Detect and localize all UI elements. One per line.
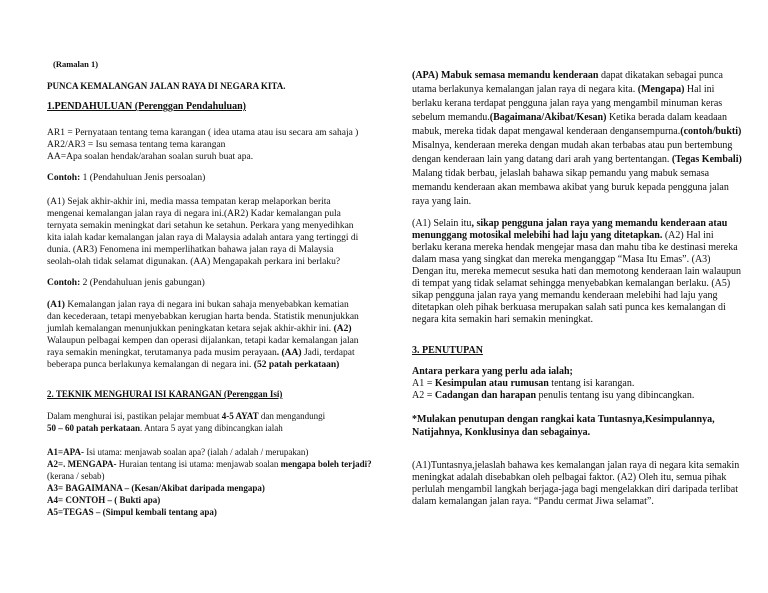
p2-line: di tempat yang tidak selamat sehingga menyebabkan kemalangan berlaku. (A5) (412, 278, 731, 289)
a2-line: A2=. MENGAPA- Huraian tentang isi utama: menjawab soalan mengapa boleh terjadi? (47, 459, 372, 469)
p2-line: dalam masa yang singkat dan mereka menganggap “Masa Itu Emas”. (A3) (412, 254, 711, 265)
p1-line: Malang tidak berbau, jelaslah bahawa sikap pemandu yang mabuk semasa (412, 168, 710, 179)
p3-line: meningkat adalah disebabkan oleh pelbagai faktor. (A2) Oleh itu, semua pihak (412, 472, 727, 483)
antara-line: Antara perkara yang perlu ada ialah; (412, 366, 573, 377)
example2-line: Walaupun pelbagai kempen dan operasi dijalankan, tetapi kadar kemalangan jalan (47, 336, 359, 346)
p3-line: perlulah mengambil langkah berjaga-jaga bagi mengelakkan diri daripada terlibat (412, 484, 738, 495)
p1-line: (APA) Mabuk semasa memandu kenderaan dapat dikatakan sebagai punca (412, 70, 723, 81)
p1-line: memandu kenderaan akan membawa akibat yang buruk kepada pengguna jalan (412, 182, 729, 193)
example1-line: mengenai kemalangan jalan raya di negara ini.(AR2) Kadar kemalangan pula (47, 209, 341, 219)
p1-line: berlaku kerana terdapat pengguna jalan raya yang mengambil minuman keras (412, 98, 723, 109)
ar1-text: AR1 = Pernyataan tentang tema karangan ( idea utama atau isu secara am sahaja ) (47, 128, 359, 138)
hurai-line: 50 – 60 patah perkataan. Antara 5 ayat yang dibincangkan ialah (47, 423, 283, 433)
a2-line-cont: (kerana / sebab) (47, 471, 105, 481)
example1-line: seolah-olah tidak selamat digunakan. (AA) Mengapakah perkara ini berlaku? (47, 257, 341, 267)
a4-line: A4= CONTOH – ( Bukti apa) (47, 495, 161, 505)
penutup-heading: 3. PENUTUPAN (412, 345, 483, 356)
a3-line: A3= BAGAIMANA – (Kesan/Akibat daripada mengapa) (47, 483, 265, 493)
p2-line: sikap pengguna jalan raya yang memandu kenderaan melebihi had laju yang (412, 290, 718, 301)
a1-line: A1=APA- Isi utama: menjawab soalan apa? (ialah / adalah / merupakan) (47, 447, 309, 457)
contoh1-line: Contoh: 1 (Pendahuluan Jenis persoalan) (47, 173, 206, 183)
p2-line: berlaku kerana mereka hendak mengejar masa dan mahu tiba ke destinasi mereka (412, 242, 738, 253)
essay-title: PUNCA KEMALANGAN JALAN RAYA DI NEGARA KITA. (47, 81, 286, 91)
a5-line: A5=TEGAS – (Simpul kembali tentang apa) (47, 507, 217, 517)
hurai-line: Dalam menghurai isi, pastikan pelajar membuat 4-5 AYAT dan mengandungi (47, 411, 326, 421)
teknik-heading: 2. TEKNIK MENGHURAI ISI KARANGAN (Perenggan Isi) (47, 389, 283, 399)
p1-line: utama berlakunya kemalangan jalan raya di negara kita. (Mengapa) Hal ini (412, 84, 715, 95)
example2-line: beberapa punca berlakunya kemalangan di negara ini. (52 patah perkataan) (47, 360, 340, 370)
mulakan-line: *Mulakan penutupan dengan rangkai kata Tuntasnya,Kesimpulannya, (412, 414, 715, 425)
example1-line: ternyata semakin meningkat dari setahun ke setahun. Perkara yang menyedihkan (47, 221, 354, 231)
example2-line: dan kecederaan, tetapi menyebabkan kerugian harta benda. Statistik menunjukkan (47, 312, 359, 322)
aa-text: AA=Apa soalan hendak/arahan soalan suruh buat apa. (47, 152, 254, 162)
example2-line: raya semakin meningkat, terutamanya pada musim perayaan. (AA) Jadi, terdapat (47, 348, 355, 358)
example1-line: kita ialah kadar kemalangan jalan raya di Malaysia adalah antara yang tertinggi di (47, 233, 359, 243)
p2-line: Dengan itu, mereka memecut sesuka hati dan memotong kenderaan lain walaupun (412, 266, 742, 277)
p1-line: raya yang lain. (412, 196, 472, 207)
p2-line: menunggang motosikal melebihi had laju yang ditetapkan. (A2) Hal ini (412, 230, 714, 241)
example2-line: jumlah kemalangan menunjukkan peningkatan ketara sejak akhir-akhir ini. (A2) (47, 324, 352, 334)
intro-heading: 1.PENDAHULUAN (Perenggan Pendahuluan) (47, 101, 246, 112)
p1-line: dengan kenderaan lain yang datang dari arah yang bertentangan. (Tegas Kembali) (412, 154, 742, 165)
penutup-a1-line: A1 = Kesimpulan atau rumusan tentang isi karangan. (412, 378, 635, 389)
p3-line: (A1)Tuntasnya,jelaslah bahawa kes kemalangan jalan raya di negara kita semakin (412, 460, 740, 471)
p1-line: Misalnya, kenderaan mereka dengan mudah akan terbabas atau pun bertembung (412, 140, 733, 151)
penutup-a2-line: A2 = Cadangan dan harapan penulis tentang isu yang dibincangkan. (412, 390, 695, 401)
example2-line: (A1) Kemalangan jalan raya di negara ini bukan sahaja menyebabkan kematian (47, 300, 349, 310)
p3-line: dalam kemalangan jalan raya. “Pandu cermat Jiwa selamat”. (412, 496, 654, 507)
p2-line: (A1) Selain itu, sikap pengguna jalan raya yang memandu kenderaan atau (412, 218, 728, 229)
ar2-text: AR2/AR3 = Isu semasa tentang tema karangan (47, 140, 226, 150)
p2-line: negara kita semakin hari semakin meningkat. (412, 314, 594, 325)
example1-line: dunia. (AR3) Fenomena ini memperlihatkan bahawa jalan raya di Malaysia (47, 245, 334, 255)
p1-line: sebelum memandu.(Bagaimana/Akibat/Kesan) Ketika berada dalam keadaan (412, 112, 727, 123)
contoh2-line: Contoh: 2 (Pendahuluan jenis gabungan) (47, 278, 205, 288)
p2-line: ditetapkan oleh pihak berkuasa merupakan salah sati punca kes kemalangan di (412, 302, 726, 313)
p1-line: mabuk, mereka tidak dapat mengawal kenderaan dengansempurna.(contoh/bukti) (412, 126, 742, 137)
mulakan-line: Natijahnya, Konklusinya dan sebagainya. (412, 427, 591, 438)
example1-line: (A1) Sejak akhir-akhir ini, media massa tempatan kerap melaporkan berita (47, 197, 331, 207)
ramalan-label: (Ramalan 1) (53, 59, 99, 69)
